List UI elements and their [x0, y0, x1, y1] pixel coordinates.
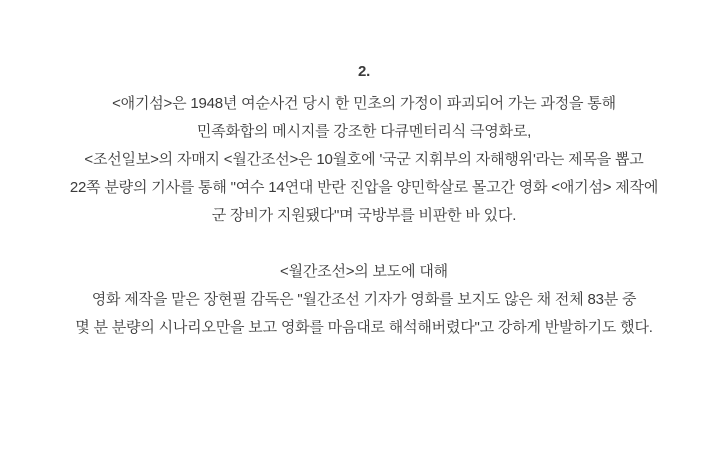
- text-line-6: <월간조선>의 보도에 대해: [280, 263, 448, 280]
- section-number: 2.: [357, 63, 371, 80]
- text-line-3: <조선일보>의 자매지 <월간조선>은 10월호에 '국군 지휘부의 자해행위'라는 제목을 뽑고: [84, 151, 644, 168]
- blank-line: [0, 230, 728, 258]
- text-line-2: 민족화합의 메시지를 강조한 다큐멘터리식 극영화로,: [196, 123, 532, 140]
- text-line-5: 군 장비가 지원됐다"며 국방부를 비판한 바 있다.: [211, 207, 517, 224]
- text-line-4: 22쪽 분량의 기사를 통해 "여수 14연대 반란 진압을 양민학살로 몰고간 영화 <애기섬> 제작에: [69, 179, 659, 196]
- text-line-8: 몇 분 분량의 시나리오만을 보고 영화를 마음대로 해석해버렸다"고 강하게 반발하기도 했다.: [75, 319, 653, 336]
- text-line-1: <애기섬>은 1948년 여순사건 당시 한 민초의 가정이 파괴되어 가는 과정을 통해: [112, 95, 616, 112]
- text-line-7: 영화 제작을 맡은 장현필 감독은 "월간조선 기자가 영화를 보지도 않은 채 전체 83분 중: [91, 291, 637, 308]
- text-block: [0, 58, 728, 342]
